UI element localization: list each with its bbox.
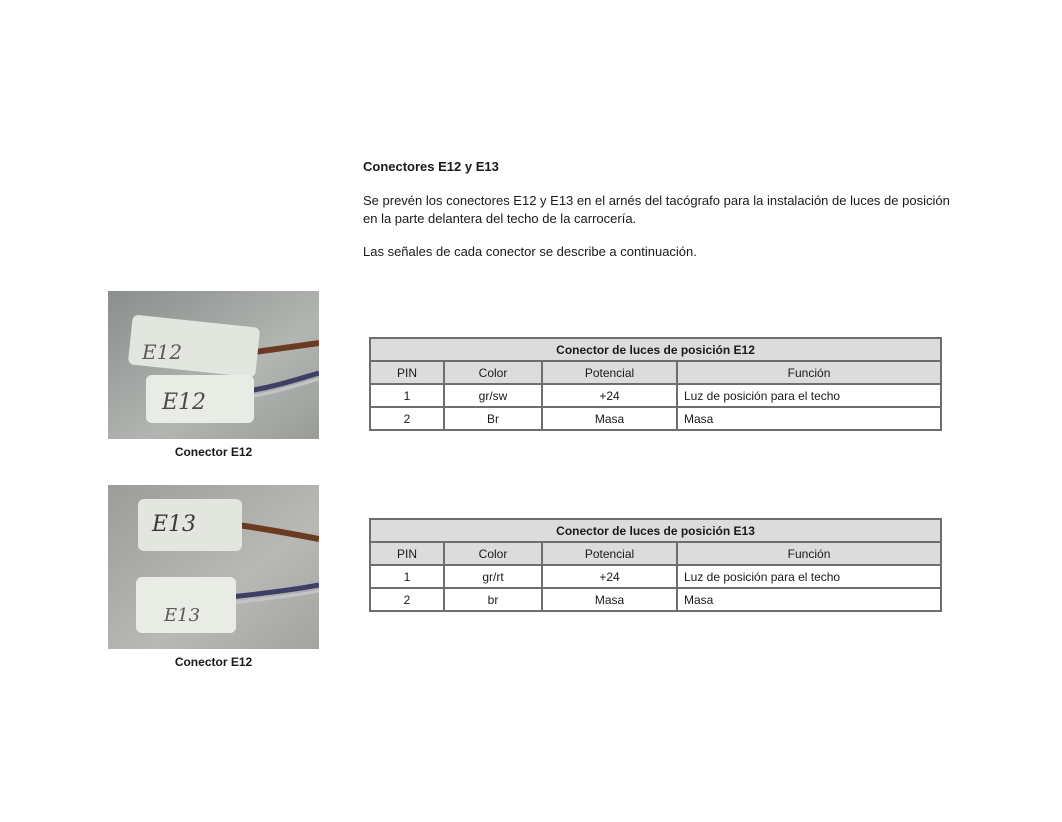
signals-paragraph: Las señales de cada conector se describe a continuación. (363, 244, 697, 259)
table-row (370, 384, 941, 407)
connector-e12-photo (108, 291, 319, 439)
photo-label: E12 (162, 390, 207, 415)
connector-e13-table (369, 518, 942, 612)
color-cell: gr/rt (444, 565, 542, 588)
connector-e13-caption: Conector E12 (174, 655, 253, 669)
table-row (370, 407, 941, 430)
photo-label: E13 (152, 512, 197, 537)
color-cell: Br (444, 407, 542, 430)
color-cell: gr/sw (444, 384, 542, 407)
column-header: Potencial (542, 361, 677, 384)
table-title: Conector de luces de posición E12 (370, 338, 941, 361)
connector-e13-photo (108, 485, 319, 649)
function-cell: Masa (677, 588, 941, 611)
connector-e12-table (369, 337, 942, 431)
intro-paragraph: Se prevén los conectores E12 y E13 en el arnés del tacógrafo para la instalación de luces de posición en la parte delantera del techo de la carrocería. (363, 193, 950, 226)
pin-cell: 1 (370, 384, 444, 407)
column-header: Potencial (542, 542, 677, 565)
function-cell: Luz de posición para el techo (677, 384, 941, 407)
column-header: Función (677, 361, 941, 384)
column-header: Color (444, 361, 542, 384)
pin-cell: 2 (370, 588, 444, 611)
function-cell: Masa (677, 407, 941, 430)
potential-cell: Masa (542, 407, 677, 430)
pin-cell: 2 (370, 407, 444, 430)
potential-cell: +24 (542, 565, 677, 588)
potential-cell: Masa (542, 588, 677, 611)
table-row (370, 565, 941, 588)
table-title: Conector de luces de posición E13 (370, 519, 941, 542)
photo-label: E13 (164, 605, 201, 626)
column-header: Función (677, 542, 941, 565)
column-header: PIN (370, 361, 444, 384)
potential-cell: +24 (542, 384, 677, 407)
function-cell: Luz de posición para el techo (677, 565, 941, 588)
column-header: PIN (370, 542, 444, 565)
photo-label: E12 (142, 340, 183, 364)
color-cell: br (444, 588, 542, 611)
connector-e12-caption: Conector E12 (174, 445, 253, 459)
pin-cell: 1 (370, 565, 444, 588)
section-heading: Conectores E12 y E13 (363, 159, 499, 174)
table-row (370, 588, 941, 611)
column-header: Color (444, 542, 542, 565)
